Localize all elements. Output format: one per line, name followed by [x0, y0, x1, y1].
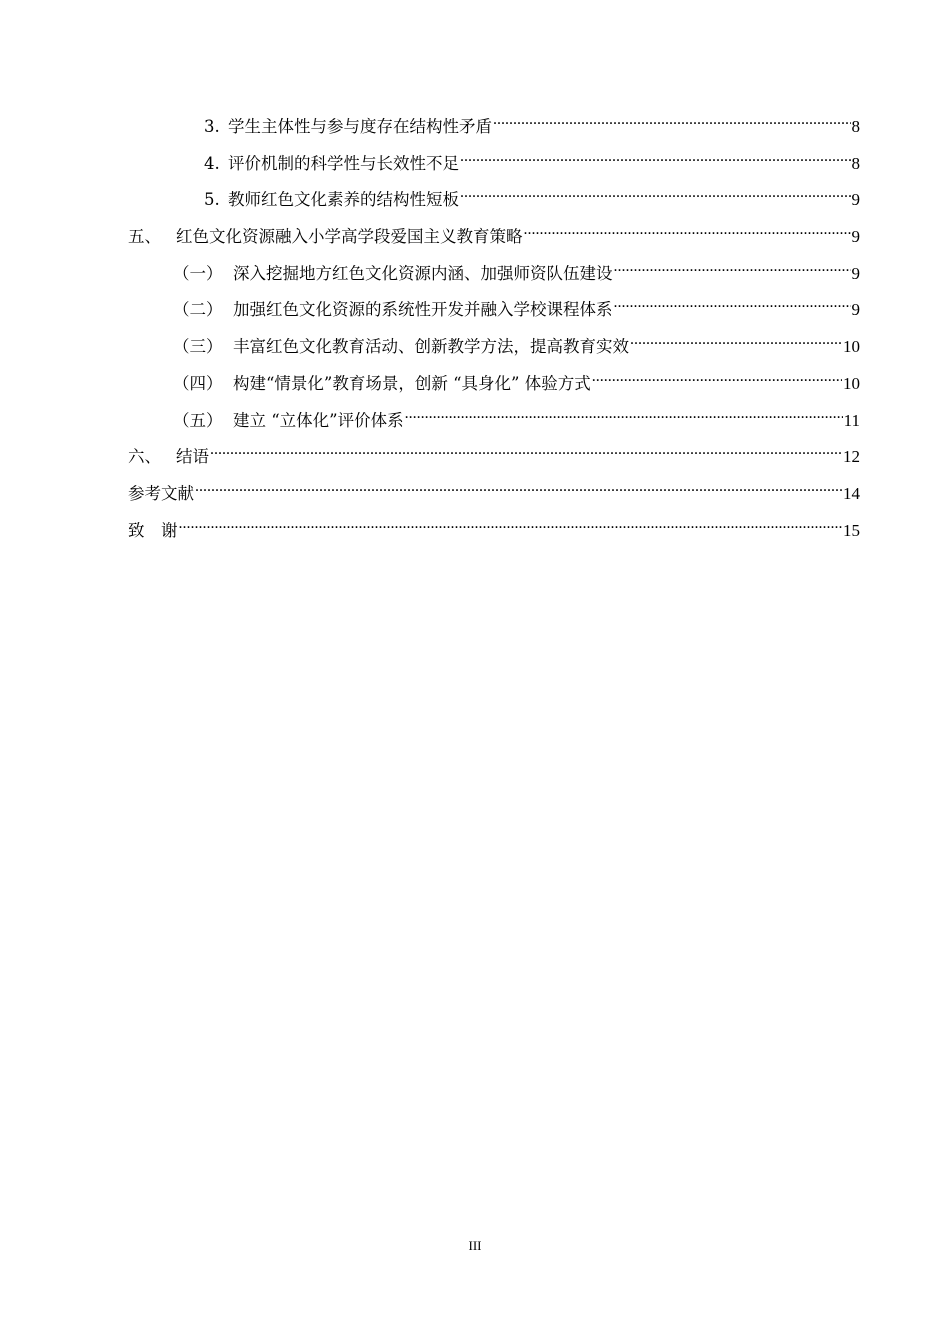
- toc-entry-page: 12: [843, 447, 860, 467]
- page-footer-number: III: [468, 1238, 482, 1253]
- toc-entry-page: 11: [843, 410, 860, 430]
- toc-entry[interactable]: [128, 114, 860, 151]
- toc-entry[interactable]: [128, 187, 860, 224]
- toc-entry[interactable]: [128, 224, 860, 261]
- toc-entry[interactable]: [128, 444, 860, 481]
- toc-entry-page: 9: [851, 263, 860, 283]
- toc-leader-dots: [614, 297, 851, 315]
- toc-entry-page: 15: [843, 520, 860, 540]
- toc-entry-title: 致 谢: [128, 520, 178, 540]
- toc-entry[interactable]: [128, 481, 860, 518]
- toc-entry[interactable]: [128, 151, 860, 188]
- toc-entry-title: 丰富红色文化教育活动、创新教学方法，提高教育实效: [233, 337, 629, 357]
- toc-entry-title: 建立 “立体化”评价体系: [233, 410, 404, 430]
- toc-entry-page: 9: [851, 190, 860, 210]
- toc-leader-dots: [493, 114, 851, 132]
- toc-entry-title: 结语: [176, 447, 209, 467]
- toc-entry[interactable]: [128, 408, 860, 445]
- toc-entry-page: 9: [851, 227, 860, 247]
- toc-leader-dots: [405, 408, 843, 426]
- toc-entry-title: 加强红色文化资源的系统性开发并融入学校课程体系: [233, 300, 613, 320]
- toc-entry-number: （三）: [173, 337, 223, 357]
- toc-entry-page: 10: [843, 373, 860, 393]
- toc-leader-dots: [460, 187, 851, 205]
- toc-entry-number: 五、: [128, 227, 161, 247]
- toc-entry-title: 深入挖掘地方红色文化资源内涵、加强师资队伍建设: [233, 263, 613, 283]
- toc-leader-dots: [524, 224, 851, 242]
- toc-entry-title: 学生主体性与参与度存在结构性矛盾: [228, 117, 492, 136]
- toc-entry-number: （一）: [173, 263, 223, 283]
- toc-entry-number: 4.: [204, 153, 220, 173]
- toc-leader-dots: [179, 518, 843, 536]
- toc-entry-title: 构建“情景化”教育场景，创新 “具身化” 体验方式: [233, 373, 591, 393]
- toc-entry-number: 3.: [204, 117, 220, 136]
- toc-entry-number: （五）: [173, 410, 223, 430]
- toc-entry-number: （二）: [173, 300, 223, 320]
- toc-entry[interactable]: [128, 334, 860, 371]
- toc-entry-number: 5.: [204, 190, 220, 210]
- toc-leader-dots: [460, 151, 851, 169]
- toc-entry-title: 参考文献: [128, 483, 194, 503]
- toc-entry-page: 14: [843, 483, 860, 503]
- toc-entry-title: 教师红色文化素养的结构性短板: [228, 190, 459, 210]
- toc-entry-page: 9: [851, 300, 860, 320]
- toc-entry-page: 8: [851, 117, 860, 136]
- toc-leader-dots: [592, 371, 842, 389]
- toc-leader-dots: [630, 334, 842, 352]
- table-of-contents: [128, 114, 860, 554]
- toc-entry-page: 8: [851, 153, 860, 173]
- toc-entry-title: 评价机制的科学性与长效性不足: [228, 153, 459, 173]
- toc-entry-title: 红色文化资源融入小学高学段爱国主义教育策略: [176, 227, 523, 247]
- toc-entry[interactable]: [128, 518, 860, 555]
- toc-entry-number: （四）: [173, 373, 223, 393]
- toc-leader-dots: [195, 481, 842, 499]
- toc-entry[interactable]: [128, 261, 860, 298]
- toc-entry-page: 10: [843, 337, 860, 357]
- toc-entry[interactable]: [128, 297, 860, 334]
- toc-leader-dots: [210, 444, 842, 462]
- toc-entry-number: 六、: [128, 447, 161, 467]
- toc-entry[interactable]: [128, 371, 860, 408]
- toc-leader-dots: [614, 261, 851, 279]
